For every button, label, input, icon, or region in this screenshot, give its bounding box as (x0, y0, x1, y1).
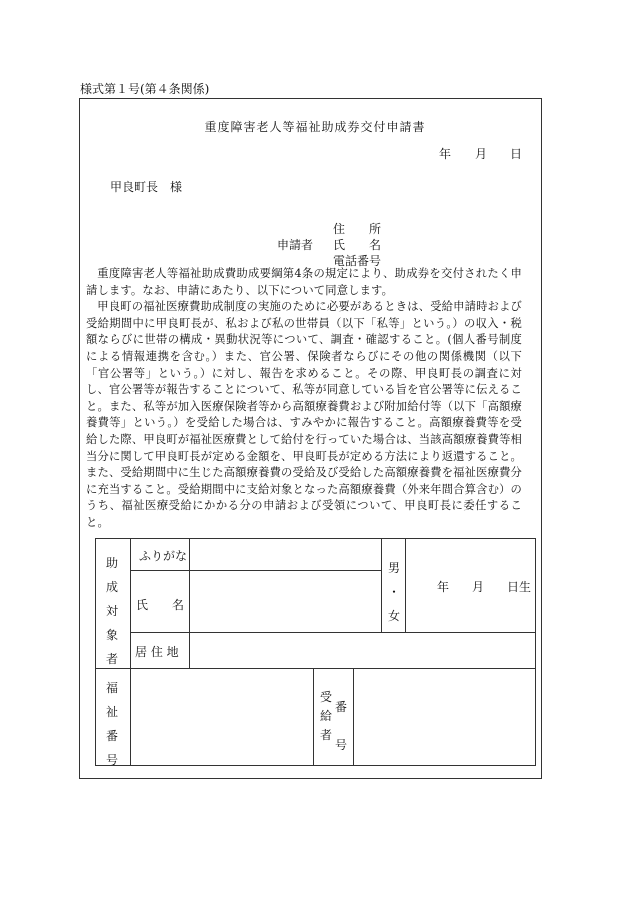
table-border-right (535, 538, 536, 766)
form-number-label: 様式第１号(第４条関係) (80, 82, 210, 96)
subject-name-label: 氏 名 (136, 598, 185, 612)
residence-label: 居 住 地 (135, 645, 179, 659)
applicant-label: 申請者 (277, 238, 314, 252)
subject-label: 助 成 対 象 者 (105, 556, 118, 666)
furigana-label: ふりがな (139, 549, 188, 563)
recipient-label-left: 受 給 者 (319, 690, 332, 742)
birth-day-label: 日生 (507, 580, 532, 594)
table-divider-gender-left (381, 538, 382, 633)
table-divider-field-col (189, 538, 190, 668)
table-border-bottom (95, 765, 536, 766)
table-border-left (95, 538, 96, 766)
table-border-top (95, 538, 536, 539)
gender-label: 男 ・ 女 (387, 561, 400, 623)
applicant-phone-label: 電話番号 (333, 254, 382, 268)
birth-month-label: 月 (472, 580, 485, 594)
date-year-label: 年 (439, 147, 452, 161)
applicant-address-label: 住 所 (333, 222, 382, 236)
table-divider-recipient-right (353, 668, 354, 766)
table-divider-welfare (95, 668, 536, 669)
recipient-label-right: 番 号 (334, 700, 347, 752)
addressee: 甲良町長 様 (110, 180, 183, 194)
table-divider-residence (130, 632, 536, 633)
table-divider-gender-right (405, 538, 406, 633)
document-title: 重度障害老人等福祉助成券交付申請書 (204, 120, 426, 134)
date-day-label: 日 (510, 147, 523, 161)
table-divider-recipient-left (313, 668, 314, 766)
date-month-label: 月 (475, 147, 488, 161)
welfare-number-label: 福 祉 番 号 (105, 681, 118, 767)
consent-text (86, 266, 522, 532)
birth-year-label: 年 (437, 580, 450, 594)
applicant-name-label: 氏 名 (333, 238, 382, 252)
consent-paragraph-1: 重度障害老人等福祉助成費助成要綱第4条の規定により、助成券を交付されたく申請します。なお、申請にあたり、以下について同意します。 (86, 267, 522, 297)
consent-paragraph-2: 甲良町の福祉医療費助成制度の実施のために必要があるときは、受給申請時および受給期間中に甲良町長が、私および私の世帯員（以下「私等」という。）の収入・税額ならびに世帯の構成・異動状況等について、調査・確認すること。(個人番号制度による情報連携を含む。）また、官公署、保険者ならびにその他の関係機関（以下「官公署等」という。）に対し、報告を求めること。その際、甲良町長の調査に対し、官公署等が報告することについて、私等が同意している旨を官公署等に伝えること。また、私等が加入医療保険者等から高額療養費および附加給付等（以下「高額療養費等」という。）を受給した場合は、すみやかに報告すること。高額療養費等を受給した際、甲良町が福祉医療費として給付を行っていた場合は、当該高額療養費等相当分に関して甲良町長が定める金額を、甲良町長が定める方法により返還すること。また、受給期間中に生じた高額療養費の受給及び受給した高額療養費を福祉医療費分に充当すること。受給期間中に支給対象となった高額療養費（外来年間合算含む）のうち、福祉医療受給にかかる分の申請および受領について、甲良町長に委任すること。 (86, 300, 522, 529)
table-divider-label-col (130, 538, 131, 766)
table-divider-furigana (130, 570, 382, 571)
